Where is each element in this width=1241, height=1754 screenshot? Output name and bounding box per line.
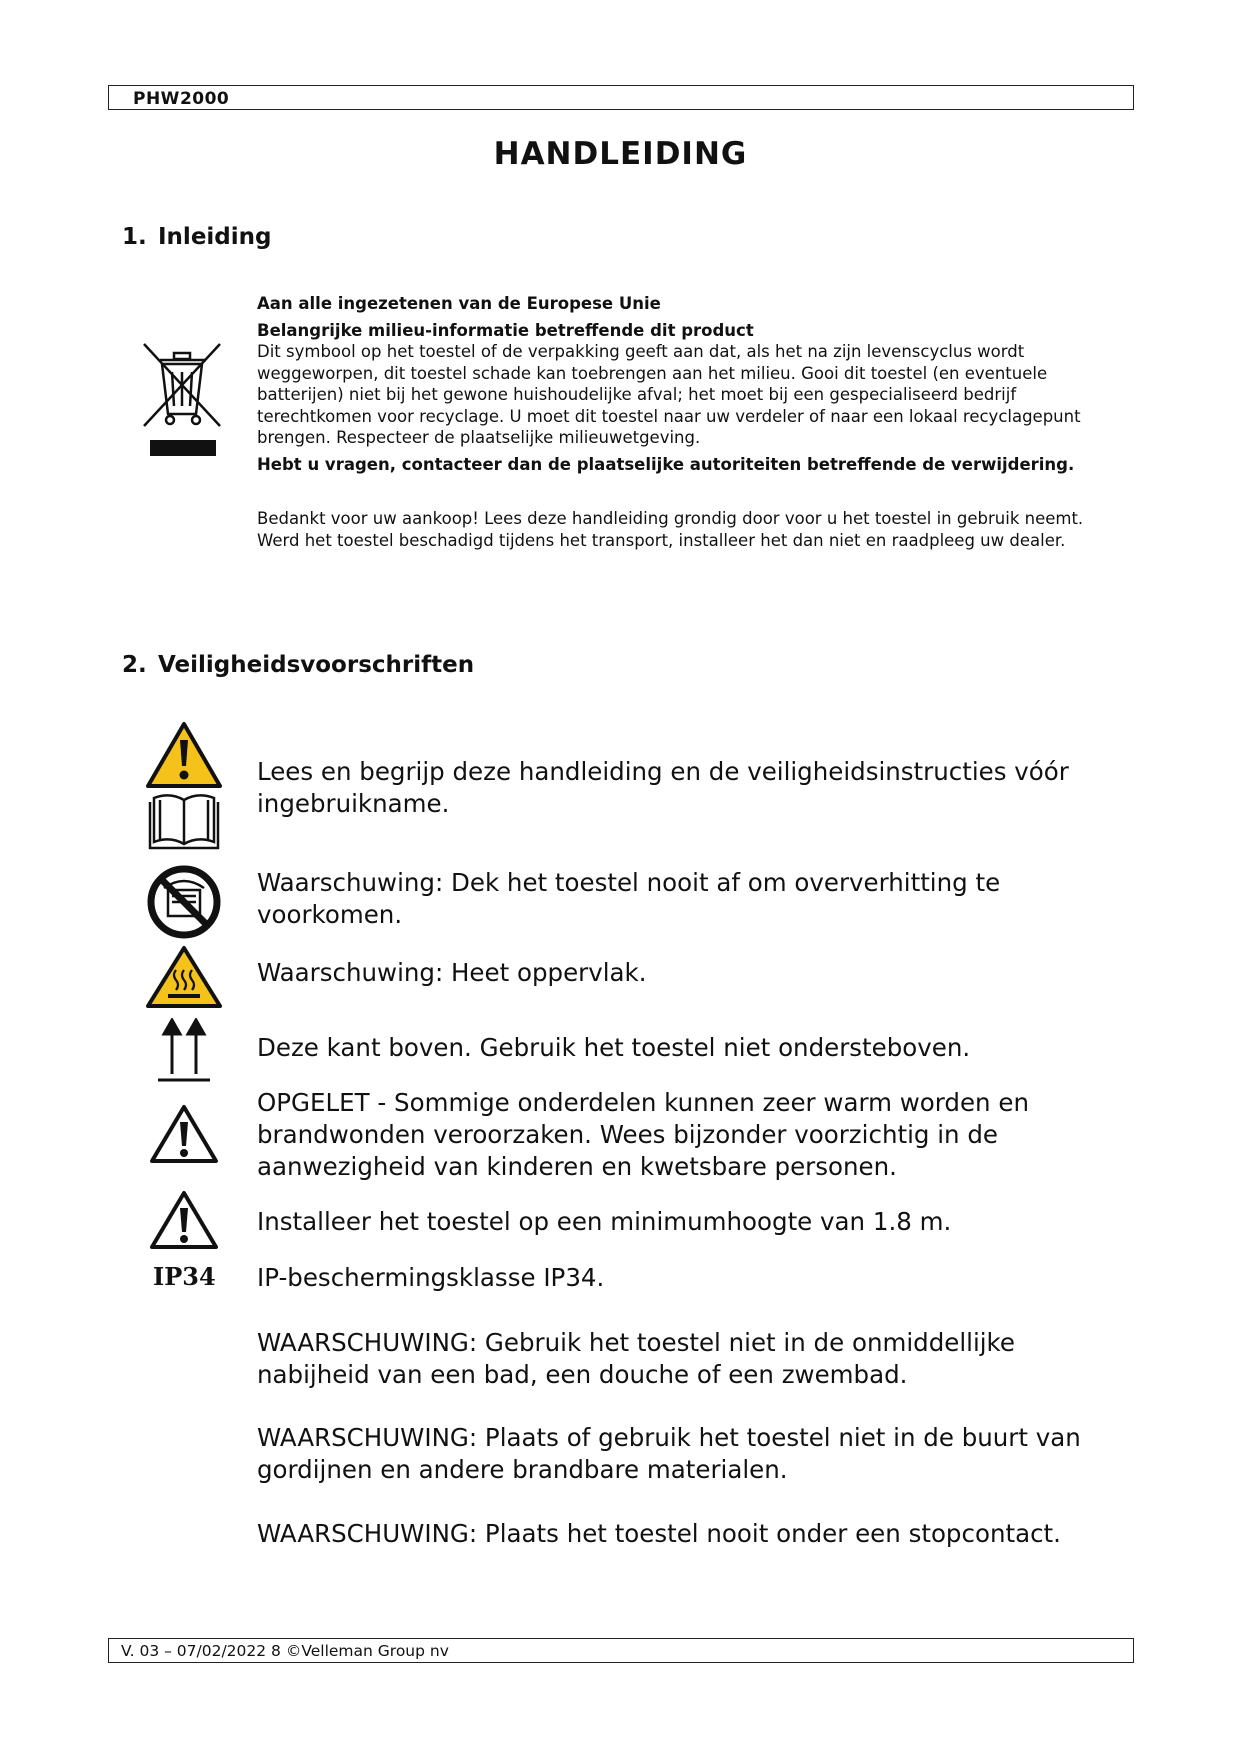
safety-item-text: Waarschuwing: Heet oppervlak.: [257, 958, 647, 987]
safety-item-text: Lees en begrijp deze handleiding en de veiligheidsinstructies vóór ingebruikname.: [257, 757, 1069, 818]
page-title: HANDLEIDING: [493, 136, 748, 172]
this-side-up-icon: [154, 1018, 214, 1084]
model-name: PHW2000: [133, 89, 230, 109]
safety-item-text: IP-beschermingsklasse IP34.: [257, 1263, 605, 1292]
caution-icon: [148, 1188, 220, 1252]
eu-line: Aan alle ingezetenen van de Europese Unie: [257, 294, 661, 313]
warning-manual-icon: [144, 720, 224, 856]
env-heading: Belangrijke milieu-informatie betreffende dit product: [257, 320, 754, 340]
caution-icon: [148, 1102, 220, 1166]
section-number: 2.: [122, 652, 147, 678]
footer-bar: [108, 1638, 1134, 1663]
safety-item-text: Installeer het toestel op een minimumhoogte van 1.8 m.: [257, 1207, 952, 1236]
env-body: Dit symbool op het toestel of de verpakking geeft aan dat, als het na zijn levenscyclus wordt weggeworpen, dit toestel schade kan toebrengen aan het milieu. Gooi dit toestel (en eventuele batterijen) niet bij het gewone huishoudelijke afval; het moet bij een gespecialiseerd bedrijf terechtkomen voor recyclage. U moet dit toestel naar uw verdeler of naar een lokaal recyclagepunt brengen. Respecteer de plaatselijke milieuwetgeving.: [257, 342, 1081, 447]
safety-item-text: WAARSCHUWING: Gebruik het toestel niet in de onmiddellijke nabijheid van een bad, een douche of een zwembad.: [257, 1328, 1015, 1389]
do-not-cover-icon: [146, 864, 222, 940]
ip34-label: IP34: [153, 1262, 216, 1291]
safety-item-text: WAARSCHUWING: Plaats of gebruik het toestel niet in de buurt van gordijnen en andere brandbare materialen.: [257, 1423, 1081, 1484]
safety-item-text: WAARSCHUWING: Plaats het toestel nooit onder een stopcontact.: [257, 1519, 1061, 1548]
questions-text: Hebt u vragen, contacteer dan de plaatselijke autoriteiten betreffende de verwijdering.: [257, 454, 1075, 474]
header-bar: [108, 85, 1134, 110]
safety-item-text: Deze kant boven. Gebruik het toestel niet ondersteboven.: [257, 1033, 971, 1062]
safety-item-text: OPGELET - Sommige onderdelen kunnen zeer warm worden en brandwonden veroorzaken. Wees bijzonder voorzichtig in de aanwezigheid van kinderen en kwetsbare personen.: [257, 1088, 1029, 1181]
section-title: Veiligheidsvoorschriften: [158, 652, 475, 678]
safety-item-text: Waarschuwing: Dek het toestel nooit af om oververhitting te voorkomen.: [257, 868, 1001, 929]
footer-text: V. 03 – 07/02/2022 8 ©Velleman Group nv: [121, 1642, 449, 1660]
intro-block: [257, 293, 1117, 551]
section-heading-safety: [122, 652, 474, 678]
thanks-text: Bedankt voor uw aankoop! Lees deze handleiding grondig door voor u het toestel in gebruik neemt. Werd het toestel beschadigd tijdens het transport, installeer het dan niet en raadpleeg uw dealer.: [257, 509, 1084, 550]
hot-surface-icon: [144, 944, 224, 1010]
section-number: 1.: [122, 224, 147, 250]
section-heading-intro: [122, 224, 271, 250]
section-title: Inleiding: [158, 224, 272, 250]
weee-bin-icon: [140, 340, 224, 460]
